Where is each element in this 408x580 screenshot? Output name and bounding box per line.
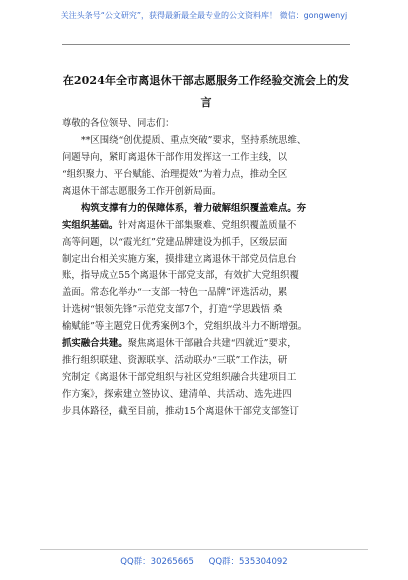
- paragraph-line: 制定出台相关实施方案，摸排建立离退休干部党员信息台: [62, 253, 297, 265]
- footer: [0, 555, 408, 567]
- paragraph-line: 榆赋能”等主题党日优秀案例3个，党组织战斗力不断增强。: [62, 321, 308, 333]
- header-divider: [62, 44, 350, 45]
- subheading-fragment: 抓实融合共建。: [62, 338, 128, 350]
- paragraph-line: “组织聚力、平台赋能、治理提效”为着力点，推动全区: [62, 168, 288, 180]
- document-body: [62, 116, 354, 421]
- section-heading: 构筑支撑有力的保障体系，着力破解组织覆盖难点。夯: [81, 202, 307, 214]
- paragraph-line: 步具体路径，截至目前，推动15个离退休干部党支部签订: [62, 405, 299, 417]
- footer-divider: [40, 549, 368, 550]
- paragraph-line-mixed: [62, 218, 354, 235]
- line-continuation: 聚焦离退休干部融合共建“四就近”要求，: [127, 338, 297, 350]
- paragraph-line: 盖面。常态化举办“一支部一特色一品牌”评选活动，累: [62, 287, 288, 299]
- header-banner: 关注头条号“公文研究”，获得最新最全最专业的公文资料库！ 微信：gongwenyj: [60, 11, 348, 20]
- salutation: 尊敬的各位领导、同志们：: [62, 118, 175, 129]
- paragraph-line: **区围绕“创优提质、重点突破”要求，坚持系统思维、: [81, 134, 307, 146]
- paragraph-line: 究制定《离退休干部党组织与社区党组织融合共建项目工: [62, 372, 297, 384]
- paragraph-line: 账，指导成立55个离退休干部党支部，有效扩大党组织覆: [62, 270, 299, 282]
- paragraph-line: 高等问题，以“霞光红”党建品牌建设为抓手，区级层面: [62, 236, 288, 248]
- title-line-2: 言: [200, 96, 212, 109]
- document-title: [62, 70, 350, 114]
- paragraph-line: 离退休干部志愿服务工作开创新局面。: [62, 185, 222, 197]
- paragraph-line-mixed: [62, 336, 354, 353]
- paragraph-line: 问题导向，紧盯离退休干部作用发挥这一工作主线，以: [62, 151, 288, 163]
- paragraph-line: 计选树“银领先锋”示范党支部7个，打造“学思践悟 桑: [62, 304, 283, 316]
- line-continuation: 针对离退休干部集聚难、党组织覆盖质量不: [118, 219, 297, 231]
- subheading-fragment: 实组织基础。: [62, 219, 119, 231]
- paragraph-line: 作方案》，探索建立签协议、建清单、共活动、选先进四: [62, 389, 292, 400]
- footer-qq-2: QQ群：535304092: [208, 557, 288, 567]
- paragraph-line: 推行组织联建、资源联享、活动联办“三联”工作法，研: [62, 355, 288, 367]
- title-line-1: 在2024年全市离退休干部志愿服务工作经验交流会上的发: [62, 74, 350, 87]
- footer-qq-1: QQ群：30265665: [120, 557, 194, 567]
